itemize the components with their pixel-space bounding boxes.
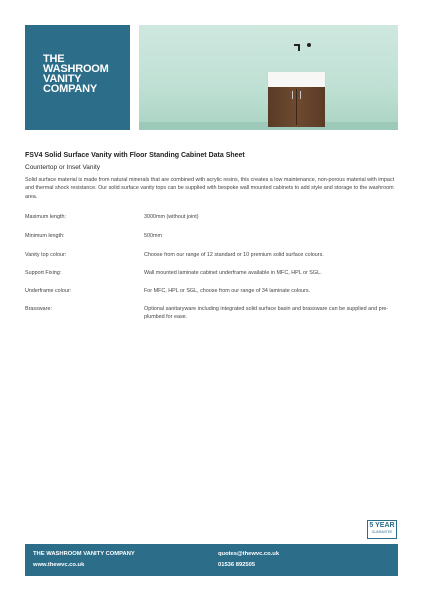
spec-value: 3000mm (without joint) (144, 214, 199, 220)
spec-label: Maximum length: (25, 214, 67, 220)
spec-label: Minimum length: (25, 233, 65, 239)
logo-line-3: VANITY (43, 73, 82, 85)
tap-pipe (298, 44, 300, 51)
spec-label: Underframe colour: (25, 288, 72, 294)
logo-line-4: COMPANY (43, 83, 98, 95)
spec-label: Vanity top colour: (25, 252, 67, 258)
footer-bar (25, 544, 398, 576)
cabinet-handle-left (292, 91, 293, 99)
warranty-label: GUARANTEE (371, 530, 393, 534)
spec-value: For MFC, HPL or SGL, choose from our range of 34 laminate colours. (144, 288, 311, 294)
logo-line-1: THE (43, 53, 65, 65)
footer-website-link[interactable]: www.thewvc.co.uk (33, 562, 85, 568)
tap-handle (307, 43, 311, 47)
cabinet-door-split (296, 89, 297, 125)
spec-value: Choose from our range of 12 standard or 10 premium solid surface colours. (144, 252, 324, 258)
product-description: Solid surface material is made from natural minerals that are combined with acrylic resins, this creates a low maintenance, non-porous material with impact and thermal shock resistance. Our solid surface vanity tops can be supplied with bespoke wall mounted cabinets to add style and storage to the washroom area. (25, 177, 395, 200)
footer-company-name: THE WASHROOM VANITY COMPANY (33, 551, 135, 557)
spec-value: 500mm (144, 233, 162, 239)
company-logo (25, 25, 130, 130)
spec-label: Support Fixing: (25, 270, 62, 276)
warranty-badge (367, 520, 397, 539)
spec-label: Brassware: (25, 306, 52, 312)
datasheet-subtitle: Countertop or Inset Vanity (25, 164, 101, 171)
basin (268, 72, 325, 87)
logo-line-2: WASHROOM (43, 63, 109, 75)
datasheet-title: FSV4 Solid Surface Vanity with Floor Standing Cabinet Data Sheet (25, 152, 245, 159)
cabinet-handle-right (300, 91, 301, 99)
spec-value: Wall mounted laminate cabinet underframe available in MFC, HPL or SGL. (144, 270, 322, 276)
spec-value: Optional sanitaryware including integrated solid surface basin and brassware can be supplied and pre-plumbed for ease. (144, 306, 389, 321)
warranty-years: 5 YEAR (369, 522, 395, 529)
product-photo (139, 25, 398, 130)
footer-phone: 01536 892505 (218, 562, 256, 568)
footer-email-link[interactable]: quotes@thewvc.co.uk (218, 551, 280, 557)
